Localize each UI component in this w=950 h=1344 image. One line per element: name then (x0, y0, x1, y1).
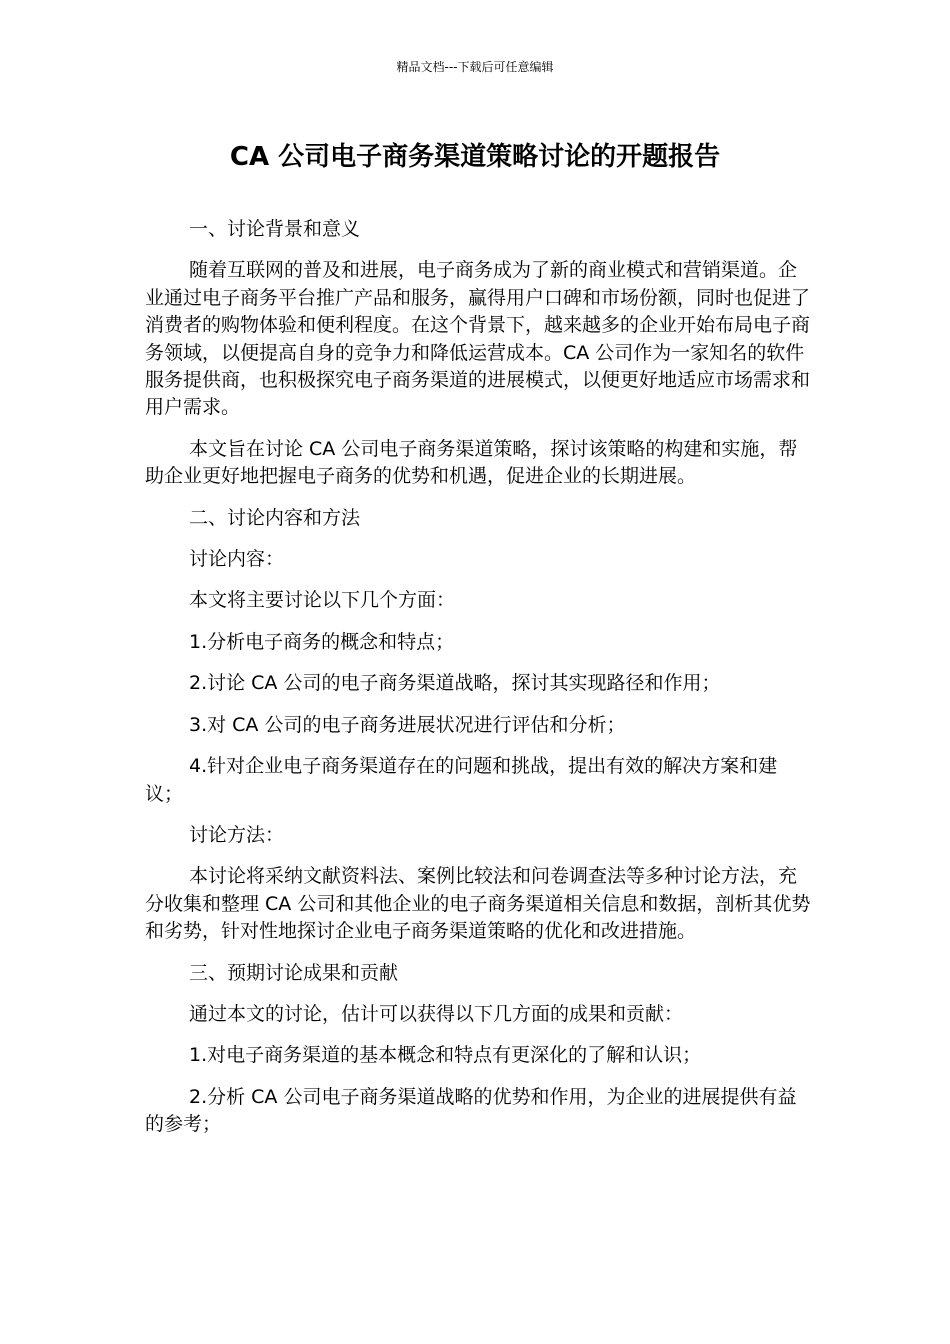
list-item-result-1: 1.对电子商务渠道的基本概念和特点有更深化的了解和认识； (189, 1044, 702, 1067)
document-title: CA 公司电子商务渠道策略讨论的开题报告 (229, 142, 721, 172)
section-heading-background: 一、讨论背景和意义 (189, 218, 361, 240)
paragraph-method: 本讨论将采纳文献资料法、案例比较法和问卷调查法等多种讨论方法，充分收集和整理 CA 公司和其他企业的电子商务渠道相关信息和数据，剖析其优势和劣势，针对性地探讨企业电子商务渠道策略的优化和改进措施。 (145, 865, 811, 943)
section-heading-expected-results: 三、预期讨论成果和贡献 (189, 961, 399, 984)
paragraph-content-intro: 本文将主要讨论以下几个方面： (189, 589, 456, 612)
list-item-result-2: 2.分析 CA 公司电子商务渠道战略的优势和作用，为企业的进展提供有益的参考； (145, 1085, 797, 1136)
subheading-content: 讨论内容： (189, 548, 285, 571)
subheading-method: 讨论方法： (189, 823, 285, 846)
paragraph-purpose: 本文旨在讨论 CA 公司电子商务渠道策略，探讨该策略的构建和实施，帮助企业更好地把握电子商务的优势和机遇，促进企业的长期进展。 (145, 437, 798, 488)
section-heading-content-method: 二、讨论内容和方法 (189, 506, 361, 529)
list-item-content-1: 1.分析电子商务的概念和特点； (189, 630, 455, 653)
document-body (145, 216, 815, 1153)
paragraph-background: 随着互联网的普及和进展，电子商务成为了新的商业模式和营销渠道。企业通过电子商务平台推广产品和服务，赢得用户口碑和市场份额，同时也促进了消费者的购物体验和便利程度。在这个背景下，越来越多的企业开始布局电子商务领域，以便提高自身的竞争力和降低运营成本。CA 公司作为一家知名的软件服务提供商，也积极探究电子商务渠道的进展模式，以便更好地适应市场需求和用户需求。 (145, 259, 811, 419)
paragraph-results-intro: 通过本文的讨论，估计可以获得以下几方面的成果和贡献： (189, 1002, 684, 1025)
header-note: 精品文档---下载后可任意编辑 (396, 60, 554, 74)
list-item-content-2: 2.讨论 CA 公司的电子商务渠道战略，探讨其实现路径和作用； (189, 672, 721, 695)
list-item-content-4: 4.针对企业电子商务渠道存在的问题和挑战，提出有效的解决方案和建议； (145, 755, 778, 805)
list-item-content-3: 3.对 CA 公司的电子商务进展状况进行评估和分析； (189, 713, 626, 736)
